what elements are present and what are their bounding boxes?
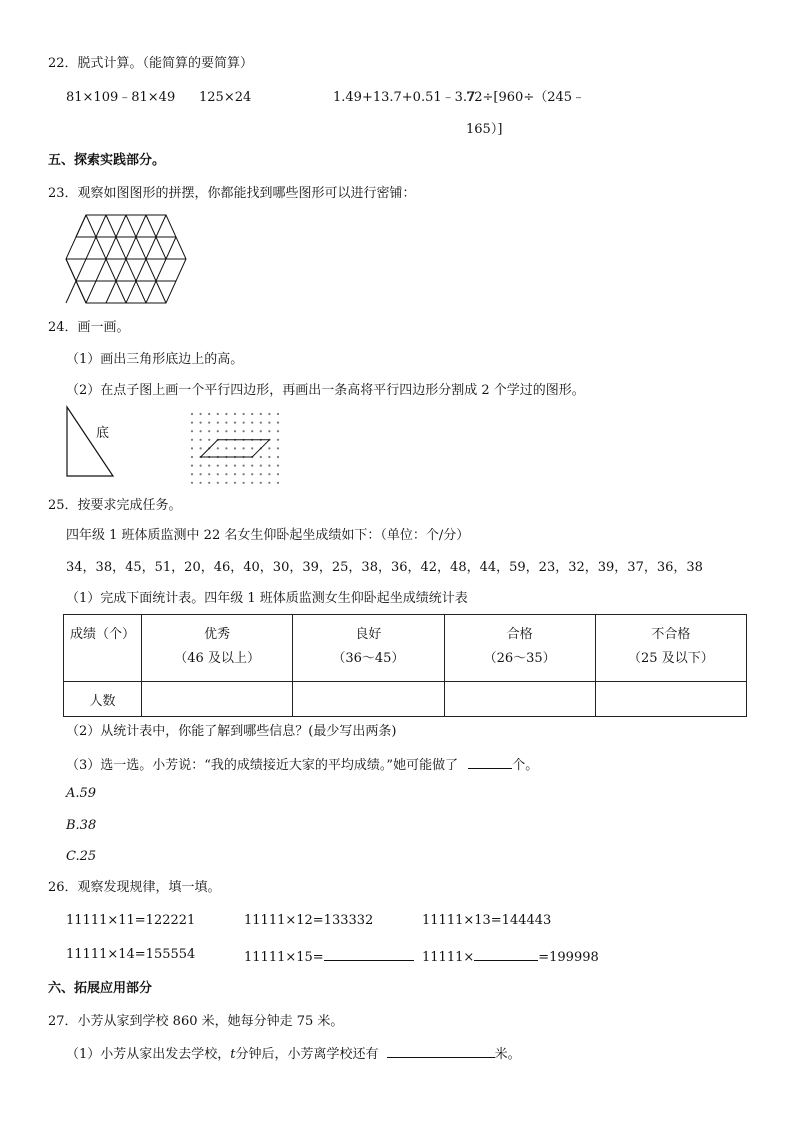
grid-dot (243, 482, 245, 484)
grid-dot (191, 473, 193, 475)
grid-dot (268, 482, 270, 484)
grid-dot (251, 482, 253, 484)
grid-dot (225, 473, 227, 475)
grid-dot (268, 465, 270, 467)
table-cell-blank[interactable] (142, 682, 293, 717)
score-statistics-table (63, 614, 747, 717)
q25-part-1: （1）完成下面统计表。四年级 1 班体质监测女生仰卧起坐成绩统计表 (66, 591, 468, 606)
grid-dot (208, 439, 210, 441)
grid-dot (191, 482, 193, 484)
q26-eq-3: 11111×13=144443 (422, 913, 552, 928)
grid-dot (243, 447, 245, 449)
grid-dot (234, 482, 236, 484)
table-column-header: 良好 （36～45） (293, 615, 444, 682)
q22-expr-4-cont: 165）] (466, 122, 503, 137)
grid-dot (225, 430, 227, 432)
grid-dot (225, 482, 227, 484)
q22-expr-2: 125×24 (199, 90, 252, 105)
grid-dot (217, 422, 219, 424)
table-column-header: 合格 （26～35） (444, 615, 595, 682)
grid-dot (268, 413, 270, 415)
q26-eq-5: 11111×15= (244, 947, 414, 966)
grid-dot (260, 482, 262, 484)
grid-dot (234, 447, 236, 449)
grid-dot (200, 422, 202, 424)
grid-dot (243, 413, 245, 415)
base-label: 底 (96, 426, 110, 441)
grid-dot (208, 422, 210, 424)
q24-title: 24．画一画。 (48, 320, 130, 335)
grid-dot (234, 465, 236, 467)
grid-dot (251, 465, 253, 467)
q26-eq-2: 11111×12=133332 (244, 913, 374, 928)
grid-dot (191, 456, 193, 458)
grid-dot (200, 473, 202, 475)
grid-dot (268, 456, 270, 458)
grid-dot (217, 413, 219, 415)
grid-dot (217, 447, 219, 449)
q25-intro: 四年级 1 班体质监测中 22 名女生仰卧起坐成绩如下：（单位：个/分） (66, 528, 470, 543)
option-b[interactable]: B.38 (66, 818, 97, 833)
grid-dot (268, 447, 270, 449)
q24-part-2: （2）在点子图上画一个平行四边形，再画出一条高将平行四边形分割成 2 个学过的图形。 (66, 383, 585, 398)
grid-dot (260, 473, 262, 475)
q23-title: 23．观察如图图形的拼摆，你都能找到哪些图形可以进行密铺： (48, 186, 416, 201)
answer-blank[interactable] (387, 1044, 495, 1058)
grid-dot (200, 430, 202, 432)
table-header-label: 成绩（个） (64, 615, 142, 682)
grid-dot (277, 482, 279, 484)
grid-dot (225, 465, 227, 467)
grid-dot (243, 422, 245, 424)
grid-dot (277, 430, 279, 432)
grid-dot (277, 413, 279, 415)
q26-title: 26．观察发现规律，填一填。 (48, 880, 221, 895)
grid-dot (260, 413, 262, 415)
option-c[interactable]: C.25 (66, 849, 97, 864)
grid-dot (277, 439, 279, 441)
grid-dot (208, 465, 210, 467)
q22-expr-4: 72÷[960÷（245﹣ (466, 90, 586, 105)
grid-dot (191, 465, 193, 467)
grid-dot (191, 422, 193, 424)
grid-dot (191, 447, 193, 449)
grid-dot (268, 473, 270, 475)
table-header-row (64, 615, 747, 682)
grid-dot (260, 456, 262, 458)
grid-dot (243, 430, 245, 432)
grid-dot (277, 473, 279, 475)
q25-part-3: （3）选一选。小芳说：“我的成绩接近大家的平均成绩。”她可能做了 个。 (66, 755, 538, 774)
grid-dot (208, 413, 210, 415)
grid-dot (234, 430, 236, 432)
grid-dot (225, 413, 227, 415)
q24-part-1: （1）画出三角形底边上的高。 (66, 352, 244, 367)
grid-dot (191, 439, 193, 441)
triangle-tiling-figure (66, 215, 188, 305)
grid-dot (260, 465, 262, 467)
right-triangle-figure (66, 406, 116, 478)
grid-dot (200, 465, 202, 467)
grid-dot (225, 447, 227, 449)
grid-dot (225, 422, 227, 424)
answer-blank[interactable] (468, 755, 512, 769)
answer-blank[interactable] (324, 947, 414, 961)
grid-dot (251, 430, 253, 432)
grid-dot (277, 456, 279, 458)
q22-expr-1: 81×109﹣81×49 (66, 90, 176, 105)
q26-eq-6: 11111× =199998 (422, 947, 599, 966)
grid-dot (208, 482, 210, 484)
table-cell-blank[interactable] (595, 682, 746, 717)
grid-dot (208, 430, 210, 432)
grid-dot (191, 413, 193, 415)
grid-dot (277, 422, 279, 424)
grid-dot (251, 413, 253, 415)
grid-dot (234, 413, 236, 415)
grid-dot (200, 482, 202, 484)
q25-part-2: （2）从统计表中，你能了解到哪些信息？(最少写出两条) (66, 724, 397, 739)
grid-dot (234, 473, 236, 475)
grid-dot (200, 413, 202, 415)
grid-dot (191, 430, 193, 432)
grid-dot (251, 447, 253, 449)
table-column-header: 不合格 （25 及以下） (595, 615, 746, 682)
grid-dot (251, 473, 253, 475)
q26-eq-4: 11111×14=155554 (66, 947, 196, 962)
option-a[interactable]: A.59 (66, 786, 97, 801)
grid-dot (260, 422, 262, 424)
grid-dot (260, 430, 262, 432)
grid-dot (251, 422, 253, 424)
q25-data-line: 34，38，45，51，20，46，40，30，39，25，38，36，42，48，44，59，23，32，39，37，36，38 (66, 560, 703, 575)
grid-dot (277, 447, 279, 449)
grid-dot (217, 465, 219, 467)
grid-dot (200, 439, 202, 441)
table-column-header: 优秀 （46 及以上） (142, 615, 293, 682)
grid-dot (243, 473, 245, 475)
q27-title: 27．小芳从家到学校 860 米，她每分钟走 75 米。 (48, 1014, 344, 1029)
section-5-title: 五、探索实践部分。 (48, 153, 166, 168)
grid-dot (217, 473, 219, 475)
grid-dot (243, 465, 245, 467)
grid-dot (208, 473, 210, 475)
grid-dot (234, 422, 236, 424)
q25-title: 25．按要求完成任务。 (48, 498, 182, 513)
grid-dot (200, 447, 202, 449)
grid-dot (217, 482, 219, 484)
grid-dot (277, 465, 279, 467)
grid-dot (268, 430, 270, 432)
answer-blank[interactable] (474, 947, 538, 961)
table-row (64, 682, 747, 717)
dot-grid-figure (190, 412, 282, 484)
grid-dot (217, 430, 219, 432)
table-cell-blank[interactable] (444, 682, 595, 717)
q27-part-1: （1）小芳从家出发去学校，t分钟后，小芳离学校还有 米。 (66, 1044, 521, 1063)
section-6-title: 六、拓展应用部分 (48, 981, 153, 996)
q22-expr-3: 1.49+13.7+0.51﹣3.7 (333, 90, 476, 105)
table-row-label: 人数 (64, 682, 142, 717)
table-cell-blank[interactable] (293, 682, 444, 717)
q26-eq-1: 11111×11=122221 (66, 913, 196, 928)
grid-dot (268, 422, 270, 424)
q22-title: 22．脱式计算。（能简算的要简算） (48, 56, 254, 71)
